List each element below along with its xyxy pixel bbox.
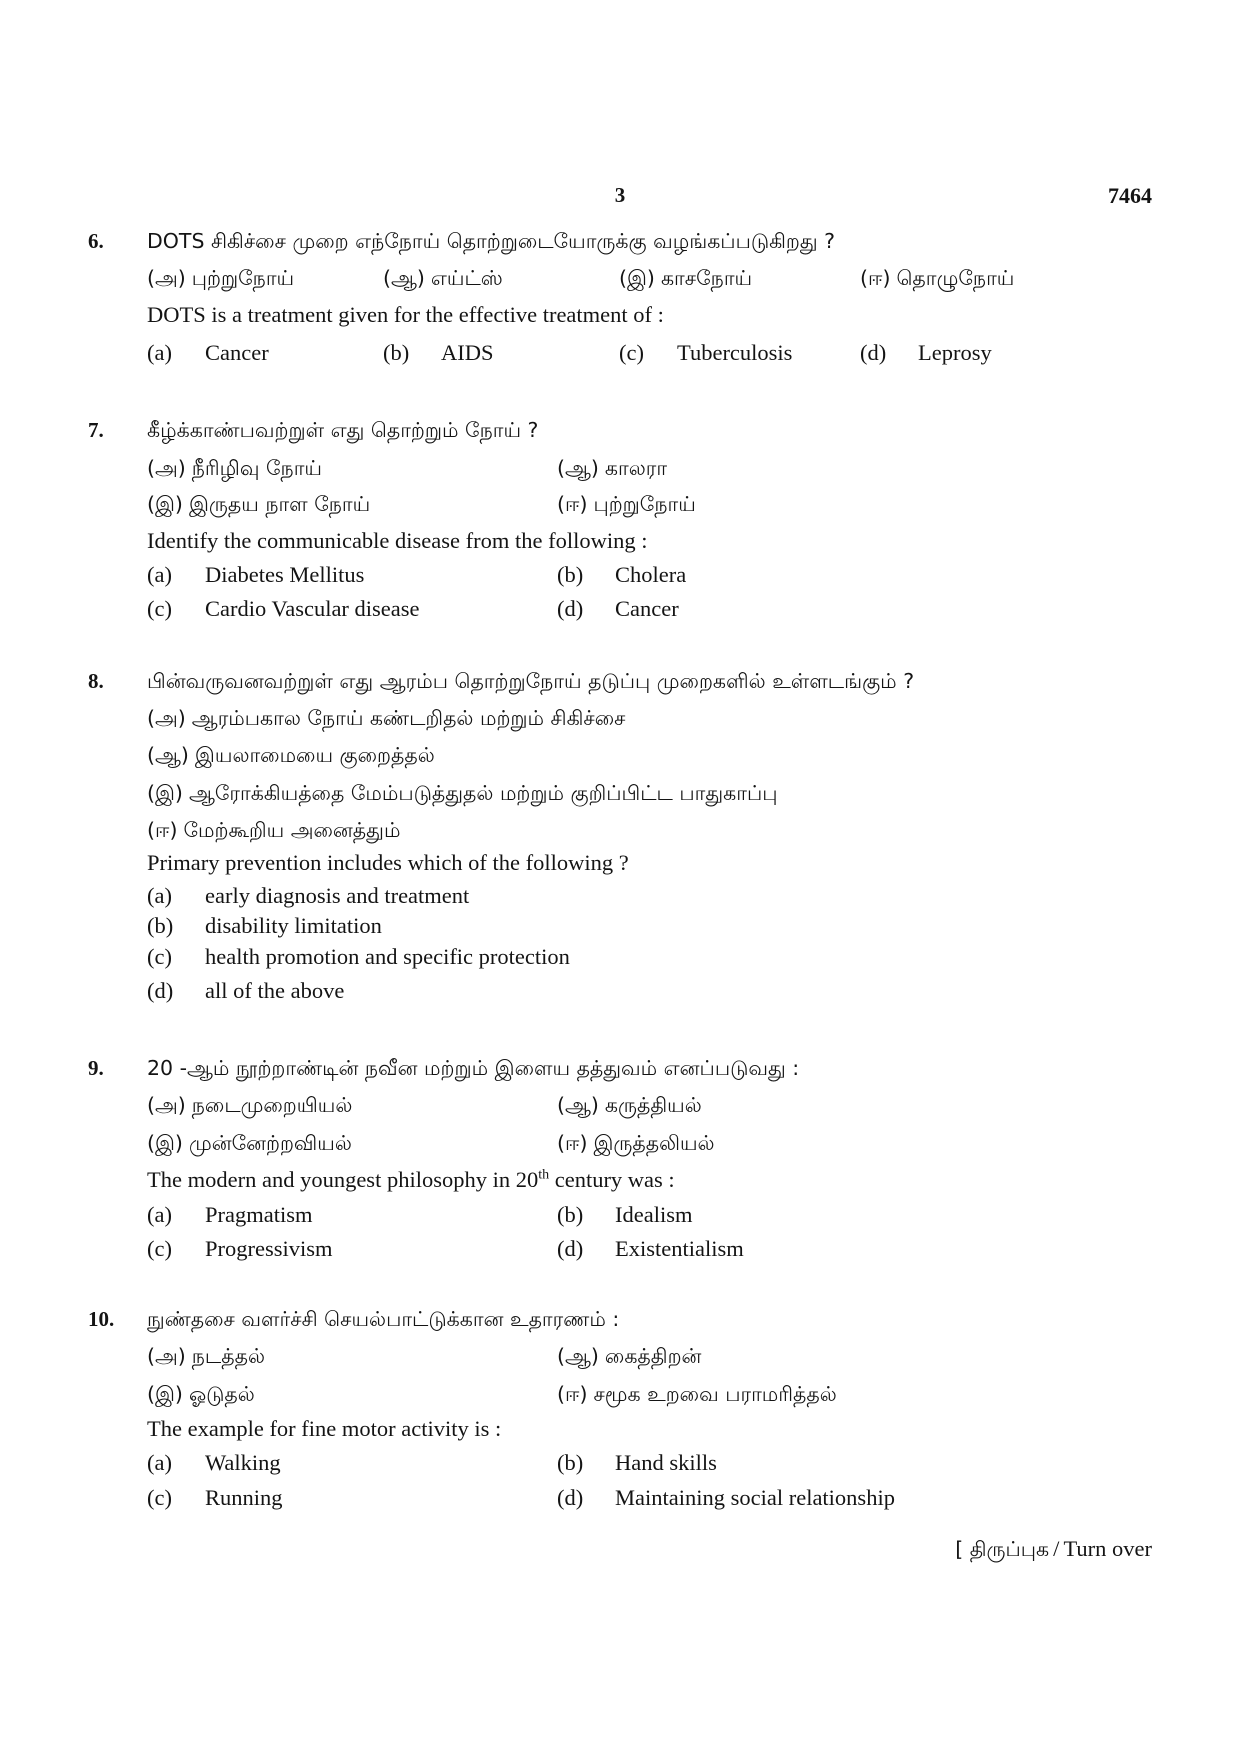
english-option: (a) Pragmatism	[147, 1202, 313, 1227]
tamil-option: (இ) இருதய நாள நோய்	[147, 492, 371, 516]
turn-over-tamil: [ திருப்புக	[955, 1537, 1050, 1561]
english-option: (d) Leprosy	[860, 340, 992, 365]
tamil-option: (அ) புற்றுநோய்	[147, 266, 295, 290]
question-number: 9.	[88, 1056, 104, 1080]
tamil-option: (அ) ஆரம்பகால நோய் கண்டறிதல் மற்றும் சிகிச்சை	[147, 706, 626, 730]
tamil-option: (ஈ) சமூக உறவை பராமரித்தல்	[557, 1382, 837, 1406]
question-text-tamil: நுண்தசை வளர்ச்சி செயல்பாட்டுக்கான உதாரணம் :	[147, 1307, 620, 1331]
english-option: (b) Idealism	[557, 1202, 693, 1227]
question-text-tamil: பின்வருவனவற்றுள் எது ஆரம்ப தொற்றுநோய் தடுப்பு முறைகளில் உள்ளடங்கும் ?	[147, 669, 915, 693]
tamil-option: (இ) ஓடுதல்	[147, 1382, 255, 1406]
english-option: (a) Walking	[147, 1450, 281, 1475]
turn-over-english: Turn over	[1063, 1536, 1152, 1561]
turn-over-separator: /	[1053, 1536, 1060, 1561]
question-number: 6.	[88, 229, 104, 253]
tamil-option: (அ) நடத்தல்	[147, 1344, 265, 1368]
english-option: (a) early diagnosis and treatment	[147, 883, 470, 908]
tamil-option: (ஈ) மேற்கூறிய அனைத்தும்	[147, 818, 401, 842]
english-option: (a) Cancer	[147, 340, 269, 365]
question-number: 8.	[88, 669, 104, 693]
tamil-option: (ஆ) காலரா	[557, 456, 668, 480]
english-option: (c) Running	[147, 1485, 283, 1510]
tamil-option: (ஆ) எய்ட்ஸ்	[383, 266, 503, 290]
turn-over-note	[955, 1536, 1152, 1564]
tamil-option: (ஆ) கைத்திறன்	[557, 1344, 702, 1368]
english-option: (c) Tuberculosis	[619, 340, 793, 365]
tamil-option: (இ) முன்னேற்றவியல்	[147, 1131, 352, 1155]
tamil-option: (ஈ) புற்றுநோய்	[557, 492, 696, 516]
question-text-tamil: கீழ்க்காண்பவற்றுள் எது தொற்றும் நோய் ?	[147, 418, 539, 442]
question-text-tamil: 20 -ஆம் நூற்றாண்டின் நவீன மற்றும் இளைய தத்துவம் எனப்படுவது :	[147, 1056, 800, 1080]
english-option: (b) Hand skills	[557, 1450, 717, 1475]
tamil-option: (ஆ) இயலாமையை குறைத்தல்	[147, 743, 435, 767]
english-option: (c) Progressivism	[147, 1236, 333, 1261]
question-text-english: The modern and youngest philosophy in 20th century was :	[147, 1167, 675, 1192]
tamil-option: (ஆ) கருத்தியல்	[557, 1093, 702, 1117]
question-number: 7.	[88, 418, 104, 442]
page-number: 3	[614, 183, 626, 207]
english-option: (b) AIDS	[383, 340, 494, 365]
english-option: (d) Maintaining social relationship	[557, 1485, 895, 1510]
tamil-option: (ஈ) தொழுநோய்	[860, 266, 1015, 290]
question-text-tamil: DOTS சிகிச்சை முறை எந்நோய் தொற்றுடையோருக்கு வழங்கப்படுகிறது ?	[147, 229, 836, 253]
question-text-english: Primary prevention includes which of the following ?	[147, 850, 629, 875]
question-text-english: DOTS is a treatment given for the effective treatment of :	[147, 302, 664, 327]
tamil-option: (ஈ) இருத்தலியல்	[557, 1131, 715, 1155]
english-option: (d) Cancer	[557, 596, 679, 621]
tamil-option: (அ) நடைமுறையியல்	[147, 1093, 353, 1117]
english-option: (a) Diabetes Mellitus	[147, 562, 365, 587]
english-option: (b) Cholera	[557, 562, 687, 587]
english-option: (d) Existentialism	[557, 1236, 744, 1261]
english-option: (d) all of the above	[147, 978, 345, 1003]
question-text-english: Identify the communicable disease from the following :	[147, 528, 648, 553]
tamil-option: (இ) காசநோய்	[619, 266, 753, 290]
paper-code: 7464	[1108, 183, 1152, 208]
english-option: (c) Cardio Vascular disease	[147, 596, 420, 621]
tamil-option: (இ) ஆரோக்கியத்தை மேம்படுத்துதல் மற்றும் குறிப்பிட்ட பாதுகாப்பு	[147, 781, 778, 805]
english-option: (b) disability limitation	[147, 913, 382, 938]
question-text-english: The example for fine motor activity is :	[147, 1416, 502, 1441]
question-number: 10.	[88, 1307, 115, 1331]
tamil-option: (அ) நீரிழிவு நோய்	[147, 456, 322, 480]
english-option: (c) health promotion and specific protection	[147, 944, 570, 969]
